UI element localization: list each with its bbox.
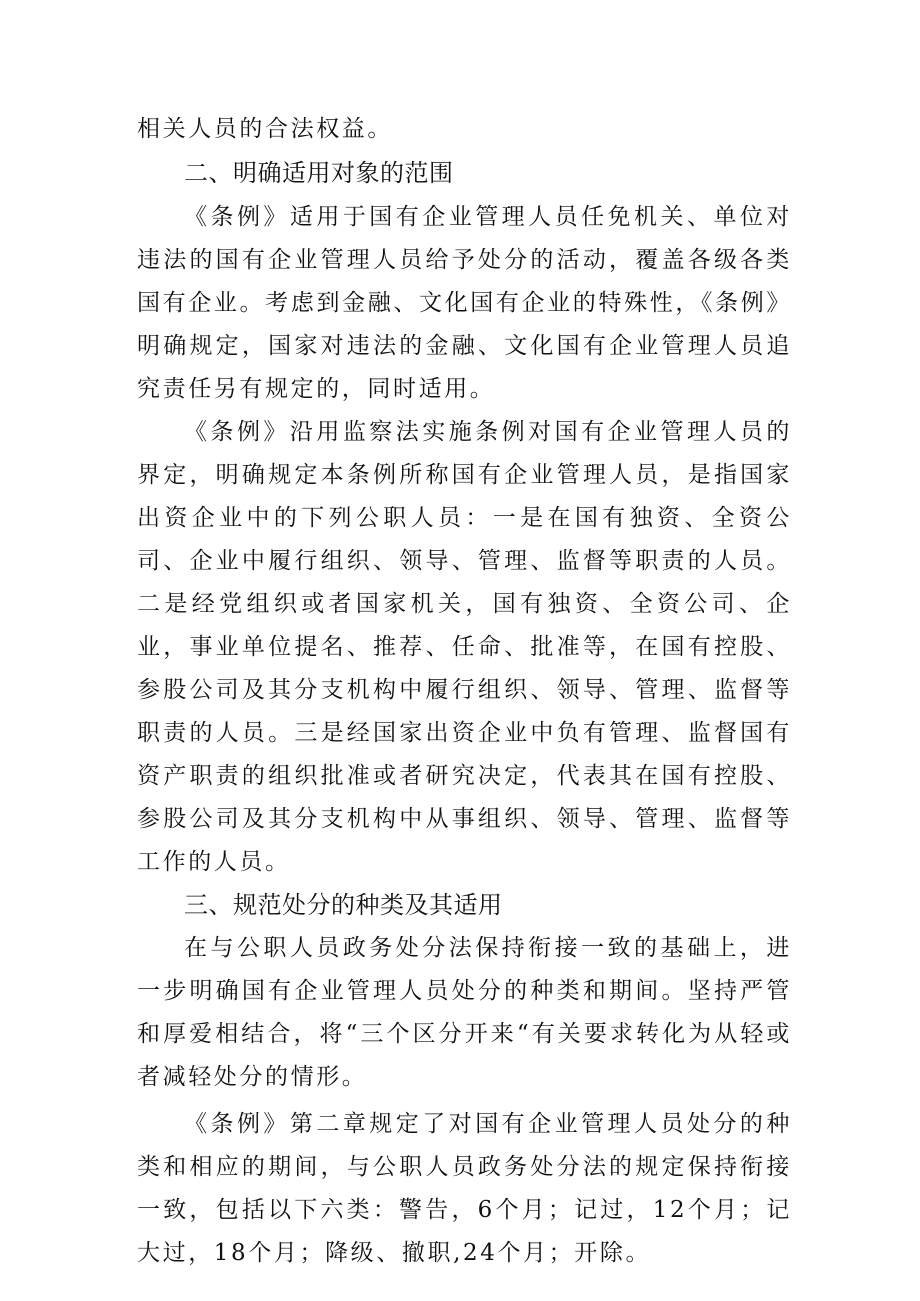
body-paragraph: 《条例》第二章规定了对国有企业管理人员处分的种类和相应的期间，与公职人员政务处分法的规定保持衔接一致，包括以下六类：警告，6个月；记过，12个月；记大过，18个月；降级、撤职,24个月；开除。 <box>137 1111 792 1266</box>
body-paragraph: 在与公职人员政务处分法保持衔接一致的基础上，进一步明确国有企业管理人员处分的种类和期间。坚持严管和厚爱相结合，将“三个区分开来“有关要求转化为从轻或者减轻处分的情形。 <box>137 935 792 1090</box>
section-heading-scope: 二、明确适用对象的范围 <box>184 159 454 187</box>
section-heading-sanction-types: 三、规范处分的种类及其适用 <box>184 891 503 919</box>
continuation-paragraph: 相关人员的合法权益。 <box>137 116 393 142</box>
body-paragraph: 《条例》沿用监察法实施条例对国有企业管理人员的界定，明确规定本条例所称国有企业管理人员，是指国家出资企业中的下列公职人员：一是在国有独资、全资公司、企业中履行组织、领导、管理、监督等职责的人员。二是经党组织或者国家机关，国有独资、全资公司、企业，事业单位提名、推荐、任命、批准等，在国有控股、参股公司及其分支机构中履行组织、领导、管理、监督等职责的人员。三是经国家出资企业中负有管理、监督国有资产职责的组织批准或者研究决定，代表其在国有控股、参股公司及其分支机构中从事组织、领导、管理、监督等工作的人员。 <box>137 419 792 875</box>
body-paragraph: 《条例》适用于国有企业管理人员任免机关、单位对违法的国有企业管理人员给予处分的活动，覆盖各级各类国有企业。考虑到金融、文化国有企业的特殊性，《条例》明确规定，国家对违法的金融、文化国有企业管理人员追究责任另有规定的，同时适用。 <box>137 204 792 402</box>
document-page <box>137 108 792 1275</box>
